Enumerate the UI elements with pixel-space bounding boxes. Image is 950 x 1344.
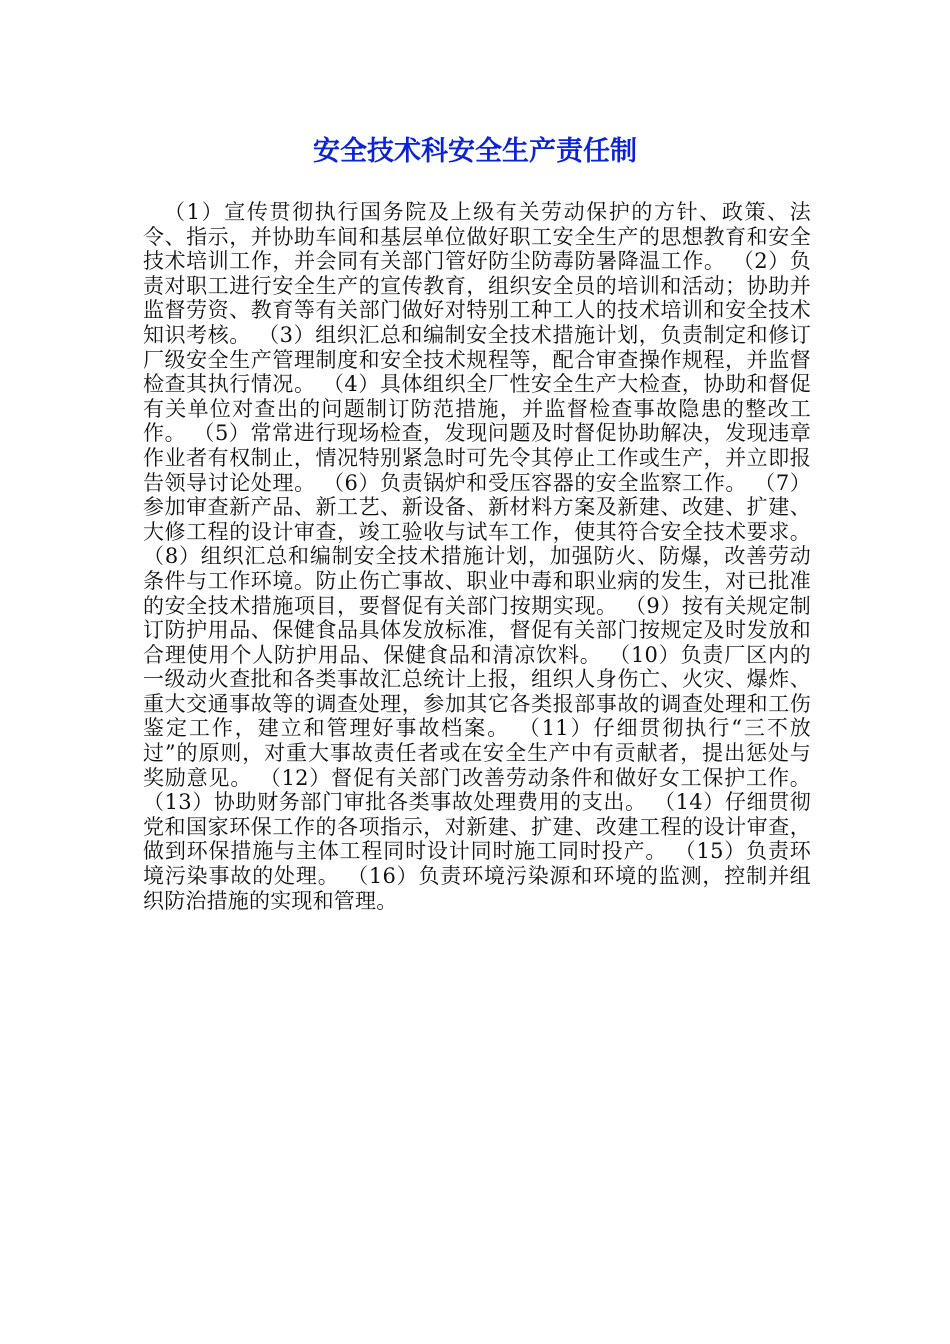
document-body: （1）宣传贯彻执行国务院及上级有关劳动保护的方针、政策、法令、指示，并协助车间和基层单位做好职工安全生产的思想教育和安全技术培训工作，并会同有关部门管好防尘防毒防暑降温工作。 （2）负责对职工进行安全生产的宣传教育，组织安全员的培训和活动；协助并监督劳资、教育等有关部门做好对特别工种工人的技术培训和安全技术知识考核。 （3）组织汇总和编制安全技术措施计划，负责制定和修订厂级安全生产管理制度和安全技术规程等，配合审查操作规程，并监督检查其执行情况。 （4）具体组织全厂性安全生产大检查，协助和督促有关单位对查出的问题制订防范措施，并监督检查事故隐患的整改工作。 （5）常常进行现场检查，发现问题及时督促协助解决，发现违章作业者有权制止，情况特别紧急时可先令其停止工作或生产，并立即报告领导讨论处理。 （6）负责锅炉和受压容器的安全监察工作。 （7）参加审查新产品、新工艺、新设备、新材料方案及新建、改建、扩建、大修工程的设计审查，竣工验收与试车工作，使其符合安全技术要求。 （8）组织汇总和编制安全技术措施计划，加强防火、防爆，改善劳动条件与工作环境。防止伤亡事故、职业中毒和职业病的发生，对已批准的安全技术措施项目，要督促有关部门按期实现。 （9）按有关规定制订防护用品、保健食品具体发放标准，督促有关部门按规定及时发放和合理使用个人防护用品、保健食品和清凉饮料。 （10）负责厂区内的一级动火查批和各类事故汇总统计上报，组织人身伤亡、火灾、爆炸、重大交通事故等的调查处理，参加其它各类报部事故的调查处理和工伤鉴定工作，建立和管理好事故档案。 （11）仔细贯彻执行“三不放过”的原则，对重大事故责任者或在安全生产中有贡献者，提出惩处与奖励意见。 （12）督促有关部门改善劳动条件和做好女工保护工作。 （13）协助财务部门审批各类事故处理费用的支出。 （14）仔细贯彻党和国家环保工作的各项指示，对新建、扩建、改建工程的设计审查，做到环保措施与主体工程同时设计同时施工同时投产。 （15）负责环境污染事故的处理。 （16）负责环境污染源和环境的监测，控制并组织防治措施的实现和管理。 [143, 200, 811, 913]
document-title: 安全技术科安全生产责任制 [313, 136, 637, 167]
